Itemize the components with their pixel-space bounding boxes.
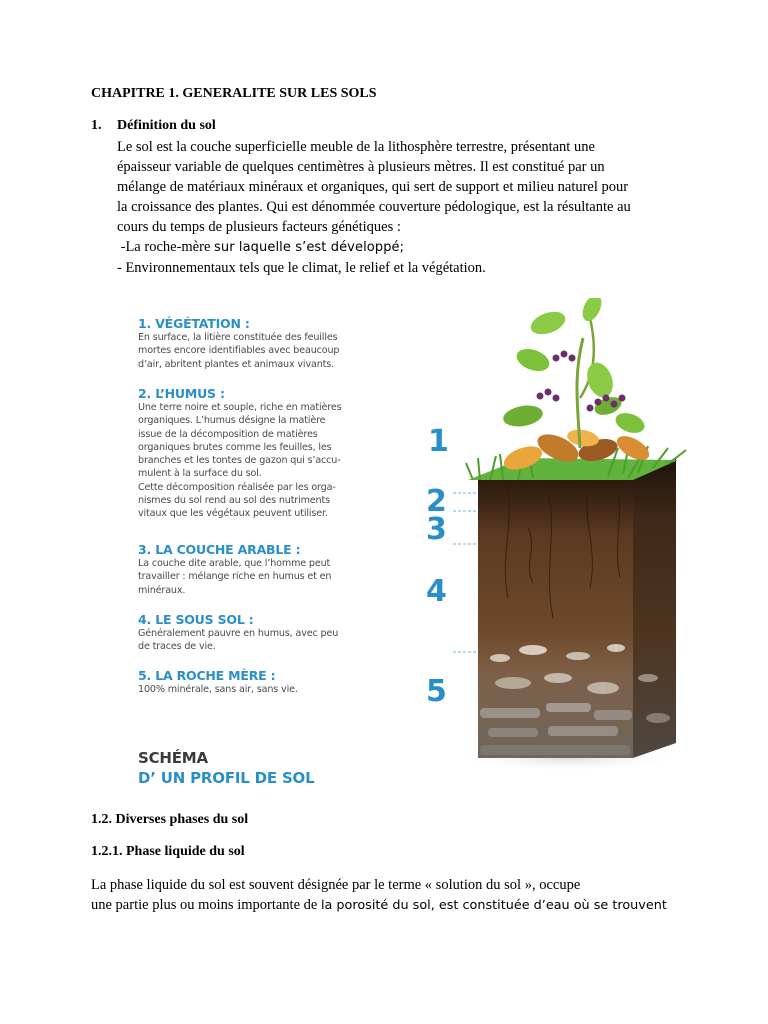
paragraph-line: mélange de matériaux minéraux et organiques, qui sert de support et milieu naturel pour — [117, 179, 629, 195]
bullet-text: -La roche-mère — [117, 239, 215, 255]
legend-line: issue de la décomposition de matières — [138, 428, 318, 440]
layer-number-5: 5 — [426, 674, 447, 709]
schema-title-line1: SCHÉMA — [138, 749, 208, 767]
bullet-environnementaux: - Environnementaux tels que le climat, le relief et la végétation. — [117, 260, 486, 276]
legend-line: Une terre noire et souple, riche en matières — [138, 402, 342, 413]
soil-profile-figure — [128, 298, 688, 798]
paragraph-line: la croissance des plantes. Qui est dénommée couverture pédologique, est la résultante au — [117, 199, 631, 215]
definition-paragraph — [117, 137, 677, 278]
legend-line: de traces de vie. — [138, 641, 216, 653]
section-title: Définition du sol — [117, 118, 216, 133]
legend-line: La couche dite arable, que l’homme peut — [138, 558, 331, 569]
plant-illustration — [502, 298, 648, 448]
paragraph-line: Le sol est la couche superficielle meuble de la lithosphère terrestre, présentant une — [117, 139, 595, 155]
legend-line: vitaux que les végétaux peuvent utiliser. — [138, 508, 328, 520]
legend-line: Généralement pauvre en humus, avec peu — [138, 628, 339, 639]
soil-profile-illustration — [128, 298, 688, 798]
paragraph-text: la porosité du sol, est constituée d’eau où se trouvent — [320, 898, 667, 913]
layer-number-1: 1 — [428, 424, 449, 459]
bullet-text: sur laquelle s’est développé; — [214, 240, 405, 255]
legend-line: organiques brutes comme les feuilles, les — [138, 441, 332, 453]
legend-line: 100% minérale, sans air, sans vie. — [138, 684, 298, 695]
section-number: 1. — [91, 118, 102, 133]
chapter-title: CHAPITRE 1. GENERALITE SUR LES SOLS — [91, 86, 377, 101]
legend-line: En surface, la litière constituée des feuilles — [138, 332, 338, 343]
legend-heading: 2. L’HUMUS : — [138, 386, 225, 401]
legend-line: d’air, abritent plantes et animaux vivants. — [138, 358, 334, 370]
layer-number-4: 4 — [426, 574, 447, 609]
legend-line: mulent à la surface du sol. — [138, 468, 262, 480]
section-heading-definition — [91, 118, 216, 134]
phase-liquide-paragraph — [91, 875, 691, 916]
legend-line: travailler : mélange riche en humus et en — [138, 571, 332, 583]
legend-heading: 4. LE SOUS SOL : — [138, 612, 254, 627]
layer-number-2: 2 — [426, 484, 447, 519]
paragraph-text: une partie plus ou moins importante de — [91, 897, 321, 913]
bullet-roche-mere — [117, 237, 677, 258]
section-heading-phases: 1.2. Diverses phases du sol — [91, 812, 249, 827]
paragraph-line: cours du temps de plusieurs facteurs génétiques : — [117, 219, 401, 235]
legend-heading: 3. LA COUCHE ARABLE : — [138, 542, 301, 557]
legend-heading: 5. LA ROCHE MÈRE : — [138, 668, 276, 683]
legend-line: Cette décomposition réalisée par les orga- — [138, 481, 336, 493]
layer-markers — [453, 493, 478, 652]
legend-line: organiques. L’humus désigne la matière — [138, 415, 326, 427]
legend-line: branches et les tontes de gazon qui s’accu- — [138, 455, 341, 467]
paragraph-line: La phase liquide du sol est souvent désignée par le terme « solution du sol », occupe — [91, 877, 581, 893]
layer-number-3: 3 — [426, 512, 447, 547]
legend-line: mortes encore identifiables avec beaucoup — [138, 345, 340, 357]
legend-line: nismes du sol rend au sol des nutriments — [138, 495, 330, 507]
section-heading-phase-liquide: 1.2.1. Phase liquide du sol — [91, 844, 245, 859]
schema-title-line2: D’ UN PROFIL DE SOL — [138, 769, 315, 787]
legend-line: minéraux. — [138, 584, 186, 596]
soil-side-face — [633, 458, 676, 758]
legend-heading: 1. VÉGÉTATION : — [138, 316, 250, 331]
paragraph-line — [91, 895, 691, 916]
paragraph-line: épaisseur variable de quelques centimètres à plusieurs mètres. Il est constitué par un — [117, 159, 605, 175]
